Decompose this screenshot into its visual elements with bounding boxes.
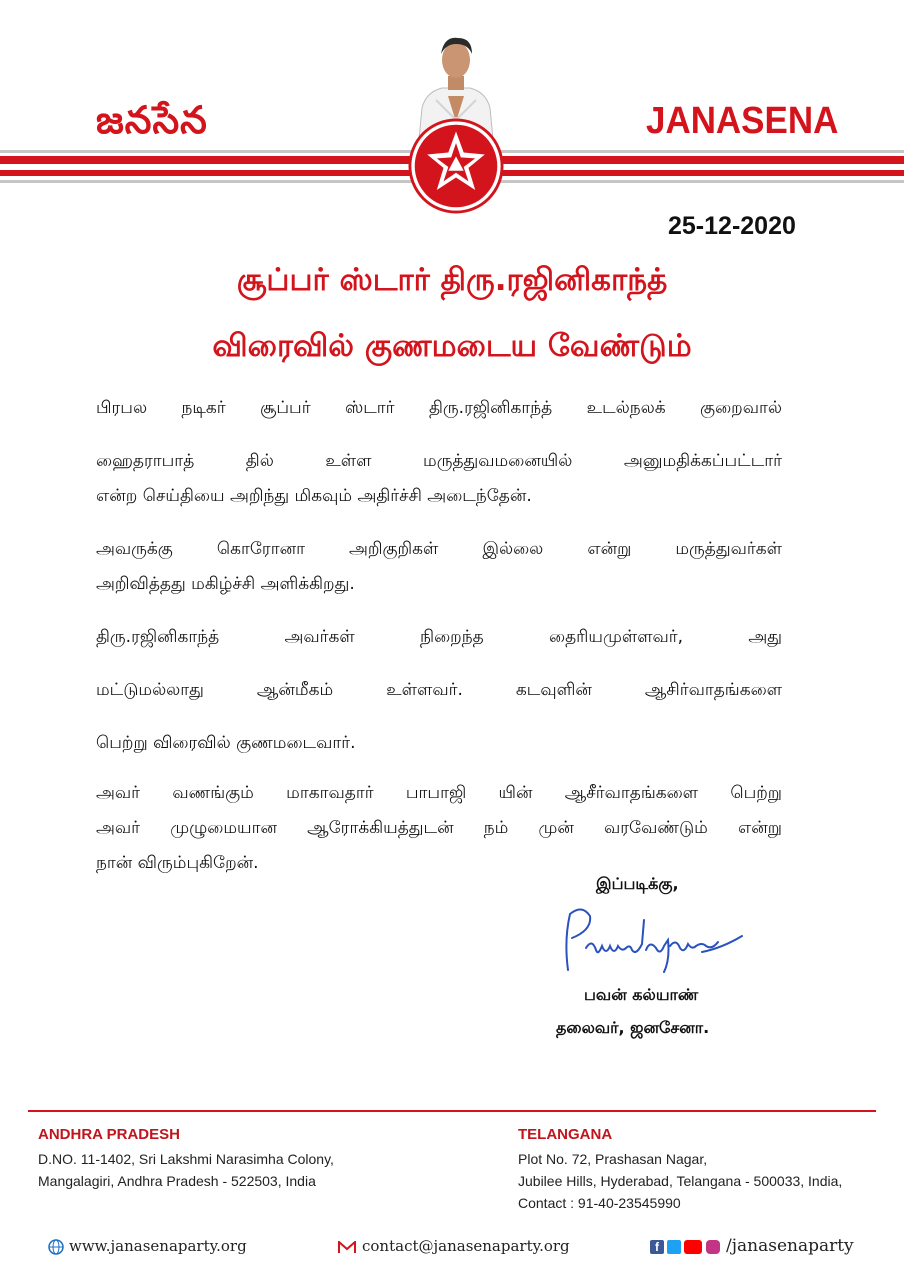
instagram-icon[interactable] [706,1240,720,1254]
logo-english: JANASENA [646,100,839,142]
body-line: அவர் முழுமையான ஆரோக்கியத்துடன் நம் முன் வரவேண்டும் என்று [96,818,782,838]
twitter-icon[interactable] [667,1240,681,1254]
body-line: திரு.ரஜினிகாந்த் அவர்கள் நிறைந்த தைரியமுள்ளவர், அது [96,627,782,647]
body-line: அறிவித்தது மகிழ்ச்சி அளிக்கிறது. [96,574,355,594]
footer-ap-address-2: Mangalagiri, Andhra Pradesh - 522503, India [38,1173,316,1189]
janasena-emblem-icon [408,118,504,214]
body-line: நான் விரும்புகிறேன். [96,853,259,873]
footer-divider [28,1110,876,1112]
body-line: ஹைதராபாத் தில் உள்ள மருத்துவமனையில் அனுமதிக்கப்பட்டார் [96,451,782,471]
closing-salutation: இப்படிக்கு, [596,874,679,893]
body-line: பெற்று விரைவில் குணமடைவார். [96,733,356,753]
title-line-2: விரைவில் குணமடைய வேண்டும் [212,328,692,364]
body-line: என்ற செய்தியை அறிந்து மிகவும் அதிர்ச்சி அடைந்தேன். [96,486,532,506]
mail-icon [338,1241,356,1254]
globe-icon [48,1239,64,1255]
social-handle[interactable]: /janasenaparty [726,1236,854,1256]
body-line: அவர் வணங்கும் மாகாவதார் பாபாஜி யின் ஆசீர்வாதங்களை பெற்று [96,783,782,803]
title-line-1: சூப்பர் ஸ்டார் திரு.ரஜினிகாந்த் [236,262,668,298]
body-line: பிரபல நடிகர் சூப்பர் ஸ்டார் திரு.ரஜினிகாந்த் உடல்நலக் குறைவால் [96,398,782,418]
footer-ts-heading: TELANGANA [518,1126,613,1143]
signatory-designation: தலைவர், ஜனசேனா. [556,1018,710,1037]
logo-telugu: జనసేన [96,98,208,142]
signatory-name: பவன் கல்யாண் [584,985,699,1004]
body-line: அவருக்கு கொரோனா அறிகுறிகள் இல்லை என்று மருத்துவர்கள் [96,539,782,559]
youtube-icon[interactable] [684,1240,702,1254]
body-line: மட்டுமல்லாது ஆன்மீகம் உள்ளவர். கடவுளின் ஆசிர்வாதங்களை [96,680,782,700]
footer-ap-heading: ANDHRA PRADESH [38,1126,180,1143]
footer-ap-address-1: D.NO. 11-1402, Sri Lakshmi Narasimha Colony, [38,1151,334,1167]
handwritten-signature [552,900,748,980]
footer-ts-address-1: Plot No. 72, Prashasan Nagar, [518,1151,708,1167]
email-link[interactable]: contact@janasenaparty.org [362,1237,570,1255]
footer-ts-address-2: Jubilee Hills, Hyderabad, Telangana - 500033, India, [518,1173,843,1189]
document-date: 25-12-2020 [668,212,796,240]
footer-ts-contact: Contact : 91-40-23545990 [518,1195,681,1211]
facebook-icon[interactable]: f [650,1240,664,1254]
website-link[interactable]: www.janasenaparty.org [69,1237,247,1255]
